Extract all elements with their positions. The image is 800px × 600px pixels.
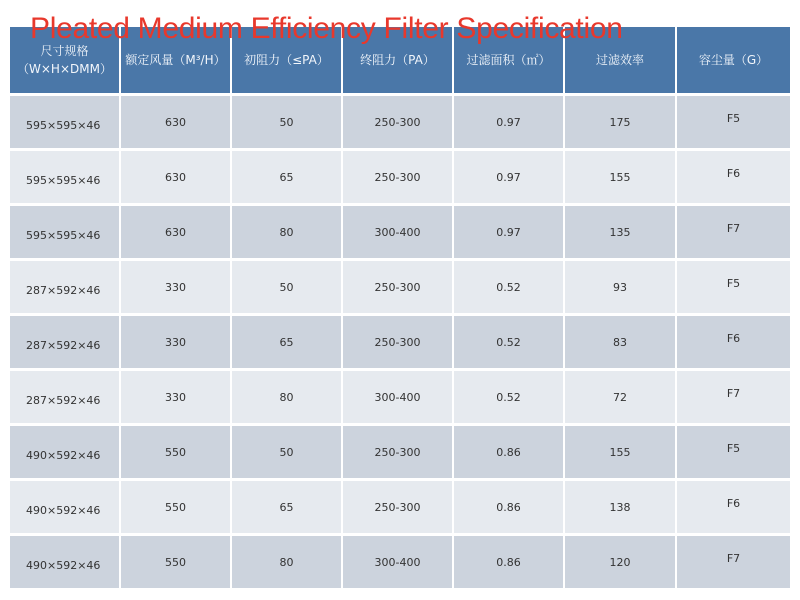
column-header-label: 过滤效率 <box>595 53 644 67</box>
table-cell: 250-300 <box>342 150 453 205</box>
table-cell: 138 <box>564 480 676 535</box>
table-cell: 550 <box>120 535 231 589</box>
table-cell: F7 <box>676 370 790 425</box>
table-cell: 490×592×46 <box>10 425 120 480</box>
table-row <box>10 95 790 150</box>
table-cell: 630 <box>120 150 231 205</box>
table-cell: 250-300 <box>342 480 453 535</box>
table-cell: 0.86 <box>453 535 564 589</box>
table-cell: 83 <box>564 315 676 370</box>
table-cell: F6 <box>676 480 790 535</box>
table-cell: 0.97 <box>453 205 564 260</box>
table-cell: F7 <box>676 535 790 589</box>
table-cell: 250-300 <box>342 95 453 150</box>
table-cell: 72 <box>564 370 676 425</box>
table-row <box>10 535 790 589</box>
table-cell: 595×595×46 <box>10 150 120 205</box>
table-row <box>10 205 790 260</box>
column-header-label: 过滤面积（㎡） <box>466 53 551 67</box>
table-cell: 490×592×46 <box>10 535 120 589</box>
table-cell: 80 <box>231 370 342 425</box>
column-header-label: 尺寸规格 <box>40 44 89 58</box>
table-cell: 0.52 <box>453 260 564 315</box>
table-cell: 550 <box>120 425 231 480</box>
table-cell: 0.52 <box>453 315 564 370</box>
table-cell: 0.97 <box>453 150 564 205</box>
column-header <box>676 27 790 95</box>
table-cell: 93 <box>564 260 676 315</box>
table-cell: F5 <box>676 95 790 150</box>
column-header-label: 容尘量（G） <box>698 53 769 67</box>
table-cell: 0.97 <box>453 95 564 150</box>
table-cell: 135 <box>564 205 676 260</box>
table-cell: 330 <box>120 260 231 315</box>
table-cell: 155 <box>564 425 676 480</box>
column-header-label: （W×H×DMM） <box>17 62 112 76</box>
column-header-label: 额定风量（M³/H） <box>125 53 226 67</box>
table-cell: 50 <box>231 260 342 315</box>
table-cell: 490×592×46 <box>10 480 120 535</box>
table-cell: F7 <box>676 205 790 260</box>
table-cell: 250-300 <box>342 260 453 315</box>
table-cell: 630 <box>120 95 231 150</box>
table-cell: 80 <box>231 535 342 589</box>
table-cell: F6 <box>676 150 790 205</box>
table-cell: F6 <box>676 315 790 370</box>
table-row <box>10 150 790 205</box>
table-cell: 595×595×46 <box>10 95 120 150</box>
table-row <box>10 480 790 535</box>
table-cell: 250-300 <box>342 315 453 370</box>
table-cell: 287×592×46 <box>10 315 120 370</box>
table-cell: F5 <box>676 260 790 315</box>
table-cell: 65 <box>231 315 342 370</box>
table-cell: 550 <box>120 480 231 535</box>
table-row <box>10 425 790 480</box>
table-row <box>10 260 790 315</box>
column-header-label: 初阻力（≤PA） <box>244 53 329 67</box>
page-title: Pleated Medium Efficiency Filter Specification <box>30 12 623 45</box>
table-cell: 50 <box>231 425 342 480</box>
table-cell: 120 <box>564 535 676 589</box>
table-row <box>10 370 790 425</box>
table-cell: 65 <box>231 480 342 535</box>
table-cell: 330 <box>120 315 231 370</box>
spec-table <box>10 27 790 588</box>
table-cell: 300-400 <box>342 370 453 425</box>
column-header-label: 终阻力（PA） <box>360 53 435 67</box>
table-cell: 630 <box>120 205 231 260</box>
table-cell: 65 <box>231 150 342 205</box>
table-cell: 330 <box>120 370 231 425</box>
table-cell: F5 <box>676 425 790 480</box>
table-cell: 0.86 <box>453 425 564 480</box>
table-cell: 300-400 <box>342 205 453 260</box>
table-cell: 175 <box>564 95 676 150</box>
table-cell: 250-300 <box>342 425 453 480</box>
table-cell: 0.52 <box>453 370 564 425</box>
table-cell: 50 <box>231 95 342 150</box>
table-cell: 595×595×46 <box>10 205 120 260</box>
table-cell: 287×592×46 <box>10 260 120 315</box>
table-cell: 80 <box>231 205 342 260</box>
table-cell: 155 <box>564 150 676 205</box>
table-cell: 300-400 <box>342 535 453 589</box>
table-cell: 0.86 <box>453 480 564 535</box>
table-row <box>10 315 790 370</box>
table-cell: 287×592×46 <box>10 370 120 425</box>
